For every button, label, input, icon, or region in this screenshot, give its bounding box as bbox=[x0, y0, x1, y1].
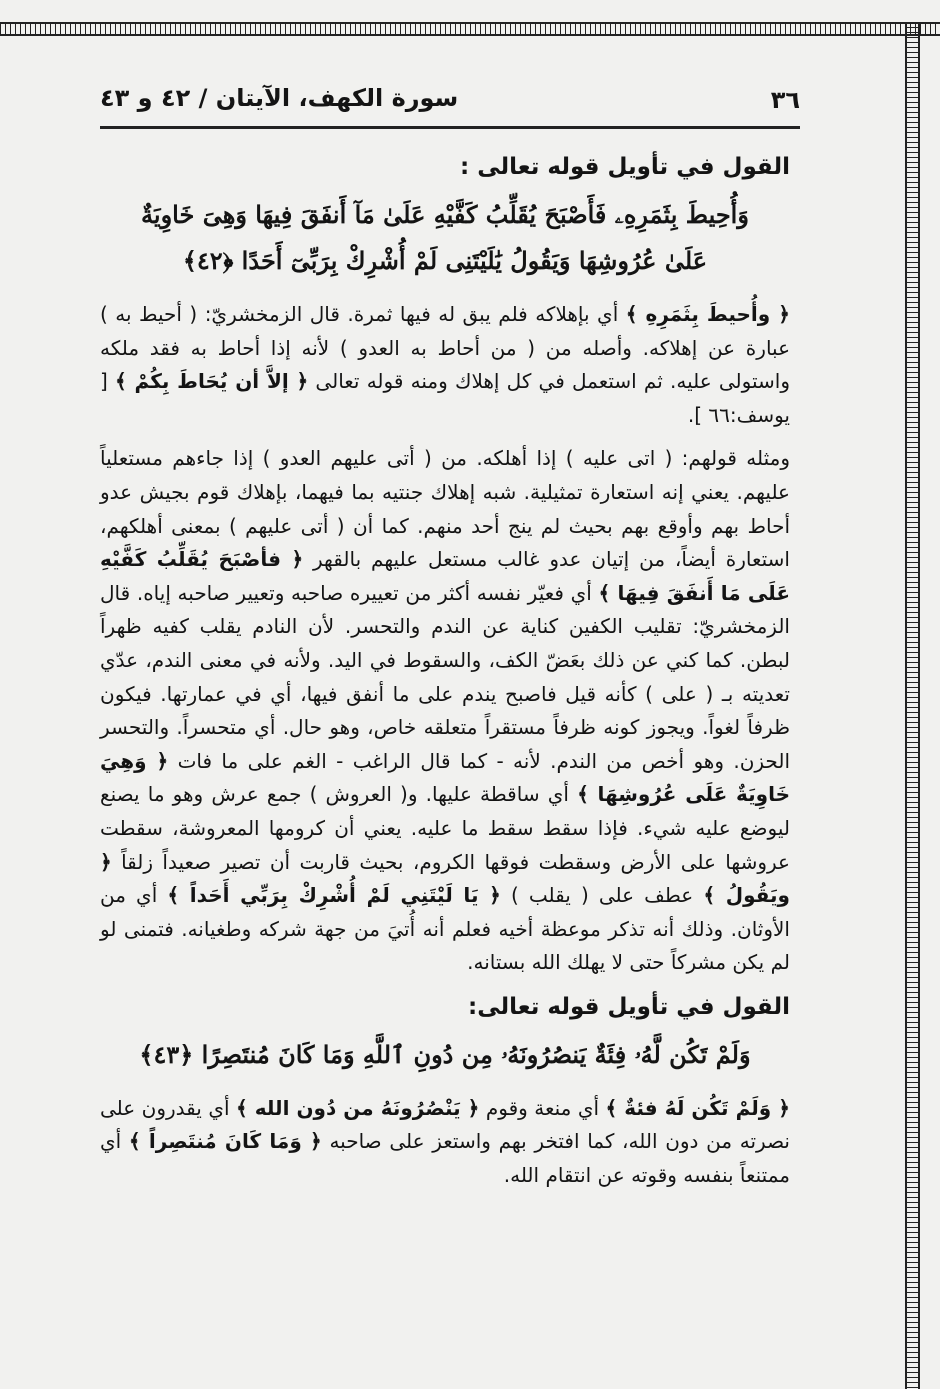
citation: [ يوسف:٦٦ ]. bbox=[100, 369, 790, 427]
text: أي فعيّر نفسه أكثر من تعييره صاحبه وتعيير صاحبه إياه. قال الزمخشريّ: تقليب الكفين كناية عن الندم والتحسر. لأن النادم يقلب كفيه ظهراً لبطن. كما كني عن ذلك بعَضّ الكف، والسقوط في اليد. ولأنه في معنى الندم، عدّي تعديته بـ ( على ) كأنه قيل فاصبح يندم على ما أنفق فيها، أي في عمارتها. فيكون ظرفاً لغواً. ويجوز كونه ظرفاً مستقراً متعلقه خاص، وهو حال. أي متحسراً. والتحسر الحزن. وهو أخص من الندم. لأنه - كما قال الراغب - الغم على ما فات bbox=[100, 580, 790, 773]
quote: ﴿ وَهِيَ خَاوِيَةٌ عَلَى عُرُوشِهَا ﴾ bbox=[100, 748, 791, 807]
text: ومثله قولهم: ( اتى عليه ) إذا أهلكه. من ( أتى عليهم العدو ) إذا جاءهم مستعلياً عليهم. يعني إنه استعارة تمثيلية. شبه إهلاك جنتيه بما فيهما، بإهلاك قوم بجيش عدو أحاط بهم وأوقع بهم بحيث لم ينج أحد منهم. كما أن ( أتى عليهم ) بمعنى أهلكهم، استعارة أيضاً، من إتيان عدو غالب مستعل عليهم بالقهر bbox=[100, 446, 790, 572]
paragraph-2 bbox=[100, 442, 790, 980]
quran-verse-43: وَلَمْ تَكُن لَّهُۥ فِئَةٌ يَنصُرُونَهُۥ مِن دُونِ ٱللَّهِ وَمَا كَانَ مُنتَصِرًا ﴿٤٣﴾ bbox=[139, 1039, 751, 1069]
quote: ﴿ يَا لَيْتَنِي لَمْ أُشْرِكْ بِرَبِّي أَحَداً ﴾ bbox=[167, 883, 501, 908]
text: أي يقدرون على نصرته من دون الله، كما افتخر بهم واستعز على صاحبه bbox=[100, 1095, 790, 1154]
section-heading-1: القول في تأويل قوله تعالى : bbox=[460, 154, 790, 180]
quote: ﴿ إلاَّ أن يُحَاطَ بِكُمْ ﴾ bbox=[115, 369, 309, 394]
page-header bbox=[100, 82, 800, 129]
text: أي منعة وقوم bbox=[479, 1095, 606, 1120]
text: أي بإهلاكه فلم يبق له فيها ثمرة. قال الزمخشريّ: ( أحيط به ) عبارة عن إهلاكه. وأصله من ( من أحاط به العدو ) لأنه إذا أحاط به فقد ملكه واستولى عليه. ثم استعمل في كل إهلاك ومنه قوله تعالى bbox=[100, 302, 790, 394]
text: أي من الأوثان. وذلك أنه تذكر موعظة أخيه فعلم أنه أُتيَ من جهة شركه وطغيانه. فتمنى لو لم يكن مشركاً حتى لا يهلك الله بستانه. bbox=[100, 883, 790, 975]
quote: ﴿ وأُحيطَ بِثَمَرِهِ ﴾ bbox=[625, 302, 790, 326]
quote: ﴿ يَنْصُرُونَهُ من دُون الله ﴾ bbox=[235, 1095, 480, 1120]
quote: ﴿ ويَقُولُ ﴾ bbox=[100, 849, 790, 908]
paragraph-1 bbox=[100, 298, 790, 432]
quran-verse-42: وَأُحِيطَ بِثَمَرِهِۦ فَأَصْبَحَ يُقَلِّبُ كَفَّيْهِ عَلَىٰ مَآ أَنفَقَ فِيهَا وَهِىَ خَاوِيَةٌ عَلَىٰ عُرُوشِهَا وَيَقُولُ يَٰلَيْتَنِى لَمْ أُشْرِكْ بِرَبِّىٓ أَحَدًا ﴿٤٢﴾ bbox=[141, 200, 749, 275]
page-number: ٣٦ bbox=[770, 86, 800, 114]
paragraph-3 bbox=[100, 1092, 790, 1193]
text: أي ساقطة عليها. و( العروش ) جمع عرش وهو ما يصنع ليوضع عليه شيء. فإذا سقط سقط ما عليه. يعني أن كرومها المعروشة، سقطت عروشها على الأرض وسقطت فوقها الكروم، بحيث قاربت أن تصير صعيداً زلقاً bbox=[100, 782, 790, 874]
ornamental-border-right bbox=[905, 22, 920, 1389]
running-title: سورة الكهف، الآيتان / ٤٢ و ٤٣ bbox=[100, 84, 459, 112]
text: أي ممتنعاً بنفسه وقوته عن انتقام الله. bbox=[100, 1129, 790, 1188]
quote: ﴿ وَلَمْ تَكُن لَهُ فئةٌ ﴾ bbox=[605, 1095, 790, 1120]
text: عطف على ( يقلب ) bbox=[500, 883, 704, 908]
ornamental-border-top bbox=[0, 22, 940, 36]
quote: ﴿ فأصْبَحَ يُقَلِّبُ كَفَّيْهِ عَلَى مَا أَنفَقَ فِيهَا ﴾ bbox=[100, 547, 790, 605]
page-body bbox=[100, 150, 790, 1203]
section-heading-2: القول في تأويل قوله تعالى: bbox=[468, 993, 790, 1020]
quote: ﴿ وَمَا كَانَ مُنتَصِراً ﴾ bbox=[128, 1129, 322, 1154]
